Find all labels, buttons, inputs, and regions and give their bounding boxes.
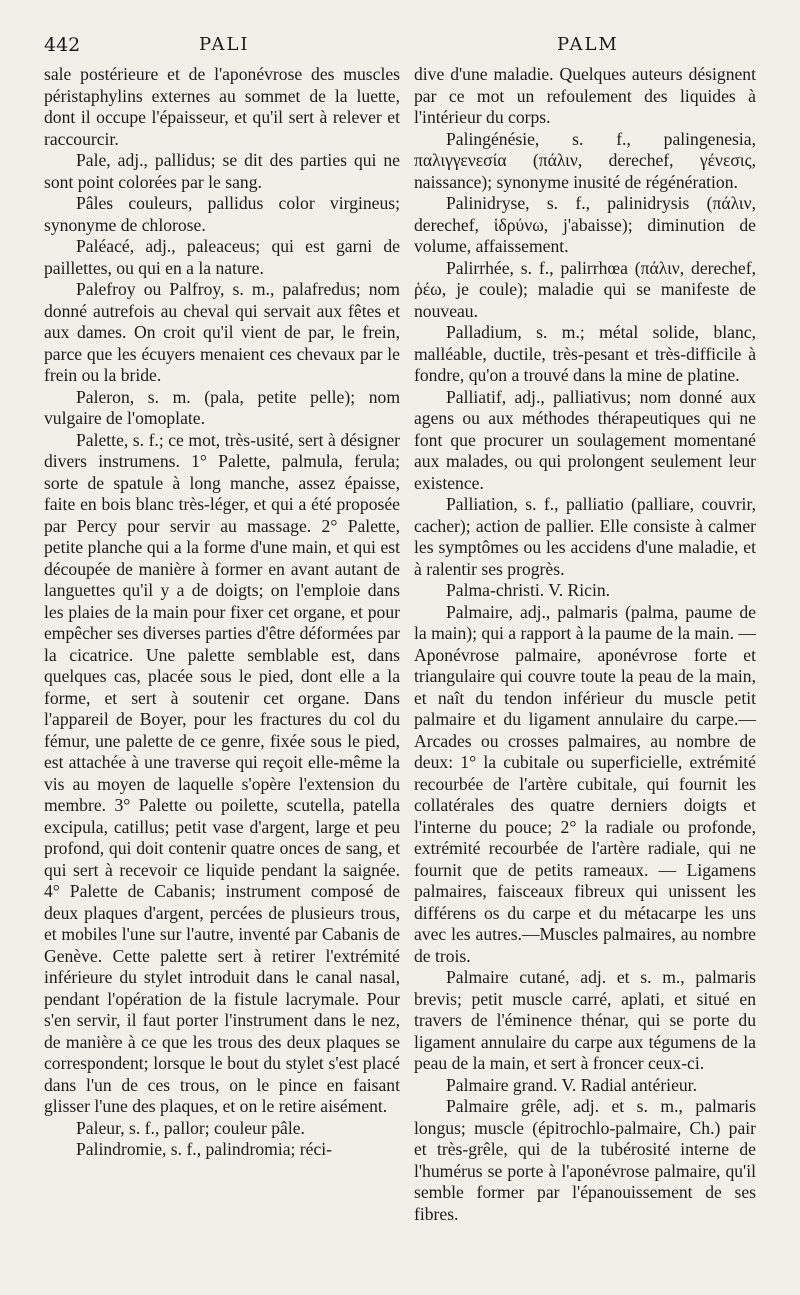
right-guide-word: PALM xyxy=(557,34,619,55)
entry-palindromie: Palindromie, s. f., palindromia; réci- xyxy=(76,1139,333,1159)
entry-palmaire: Palmaire, adj., palmaris (palma, paume de la main); qui a rapport à la paume de la main. — Aponévrose palmaire, aponévrose forte et triangulaire qui couvre toute la peau de la main, et naît du tendon inférieur du muscle petit palmaire et du ligament annulaire du carpe.— Arcades ou crosses palmaires, au nombre de deux: 1° la cubitale ou superficielle, extrémité recourbée de l'artère cubitale, qui fournit les collatérales des quatre derniers doigts et l'interne du pouce; 2° la radiale ou profonde, extrémité recourbée de l'artère radiale, qui ne fournit que de petits rameaux. — Ligamens palmaires, faisceaux fibreux qui unissent les différens os du carpe et du métacarpe les uns avec les autres.—Muscles palmaires, au nombre de trois. xyxy=(414,601,756,966)
entry-palette: Palette, s. f.; ce mot, très-usité, sert à désigner divers instrumens. 1° Palette, palmula, ferula; sorte de spatule à long manche, assez épaisse, faite en bois blanc très-léger, et qui a été proposée par Percy pour servir au massage. 2° Palette, petite planche qui a la forme d'une main, et qui est découpée de manière à former en avant autant de languettes qu'il y a de doigts; on l'emploie dans les plaies de la main pour fixer cet organe, et pour empêcher ses diverses parties d'être déformées par la cicatrice. Une palette semblable est, dans quelques cas, placée sous le pied, dont elle a la forme, et sert à soutenir cet organe. Dans l'appareil de Boyer, pour les fractures du col du fémur, une palette de ce genre, fixée sous le pied, est attachée à une traverse qui reçoit elle-même la vis au moyen de laquelle s'opère l'extension du membre. 3° Palette ou poilette, scutella, patella excipula, catillus; petit vase d'argent, large et peu profond, qui doit contenir quatre onces de sang, et qui sert à recevoir ce liquide pendant la saignée. 4° Palette de Cabanis; instrument composé de deux plaques d'argent, percées de plusieurs trous, et mobiles l'une sur l'autre, inventé par Cabanis de Genève. Cette palette sert à retirer l'extrémité inférieure du stylet introduit dans le canal nasal, pendant l'opération de la fistule lacrymale. Pour s'en servir, il faut porter l'instrument dans le nez, de manière à ce que les trous des deux plaques se correspondent; lorsque le bout du stylet s'est placé dans l'un de ces trous, on le pince en faisant glisser l'une des plaques, et on le retire aisément. xyxy=(44,429,400,1116)
left-column xyxy=(44,64,400,1161)
entry-palmaire-cutane: Palmaire cutané, adj. et s. m., palmaris brevis; petit muscle carré, aplati, et situé en travers de l'éminence thénar, qui se porte du ligament annulaire du carpe aux tégumens de la peau de la main, et sert à froncer ceux-ci. xyxy=(414,967,756,1073)
entry-palmaire-grand: Palmaire grand. V. Radial antérieur. xyxy=(446,1074,697,1095)
entry-palmaire-grele: Palmaire grêle, adj. et s. m., palmaris longus; muscle (épitrochlo-palmaire, Ch.) pair et très-grêle, qui de la tubérosité interne de l'humérus se porte à l'aponévrose palmaire, qu'il semble former par l'épanouissement de ses fibres. xyxy=(414,1096,756,1224)
entry-pales-couleurs: Pâles couleurs, pallidus color virgineus; synonyme de chlorose. xyxy=(44,193,400,235)
entry-palliatif: Palliatif, adj., palliativus; nom donné aux agens ou aux méthodes thérapeutiques qui ne font que procurer un soulagement momentané aux malades, ou qui prolongent seulement leur existence. xyxy=(414,386,756,493)
entry-palma-christi: Palma-christi. V. Ricin. xyxy=(446,580,611,600)
entry-continuation: dive d'une maladie. Quelques auteurs désignent par ce mot un refoulement des liquides à l'intérieur du corps. xyxy=(414,64,756,127)
left-guide-word: PALI xyxy=(199,34,250,55)
right-column xyxy=(414,64,756,1225)
entry-paleur: Paleur, s. f., pallor; couleur pâle. xyxy=(76,1117,305,1138)
entry-continuation: sale postérieure et de l'aponévrose des muscles péristaphylins externes au sommet de la luette, dont il occupe l'épaisseur, et qu'il sert à relever et raccourcir. xyxy=(44,64,400,149)
entry-palladium: Palladium, s. m.; métal solide, blanc, malléable, ductile, très-pesant et très-difficile à fondre, qu'on a trouvé dans la mine de platine. xyxy=(414,322,756,385)
entry-palirrhee: Palirrhée, s. f., palirrhœa (πάλιν, derechef, ῥέω, je coule); maladie qui se manifeste de nouveau. xyxy=(414,257,756,321)
running-header xyxy=(44,34,756,64)
page-number: 442 xyxy=(44,34,81,56)
entry-palinidryse: Palinidryse, s. f., palinidrysis (πάλιν, derechef, ἱδρύνω, j'abaisse); diminution de volume, affaissement. xyxy=(414,193,756,256)
entry-paleron: Paleron, s. m. (pala, petite pelle); nom vulgaire de l'omoplate. xyxy=(44,386,400,428)
entry-paleace: Paléacé, adj., paleaceus; qui est garni de paillettes, ou qui en a la nature. xyxy=(44,236,400,278)
entry-palliation: Palliation, s. f., palliatio (palliare, couvrir, cacher); action de pallier. Elle consiste à calmer les symptômes ou les accidens d'une maladie, et à ralentir ses progrès. xyxy=(414,494,756,579)
entry-palefroy: Palefroy ou Palfroy, s. m., palafredus; nom donné autrefois au cheval qui servait aux fêtes et aux dames. On croit qu'il vient de par, le frein, parce que les écuyers menaient ces chevaux par le frein ou la bride. xyxy=(44,279,400,385)
entry-pale: Pale, adj., pallidus; se dit des parties qui ne sont point colorées par le sang. xyxy=(44,150,400,192)
entry-palingenesie: Palingénésie, s. f., palingenesia, παλιγγενεσία (πάλιν, derechef, γένεσις, naissance); synonyme inusité de régénération. xyxy=(414,128,756,192)
